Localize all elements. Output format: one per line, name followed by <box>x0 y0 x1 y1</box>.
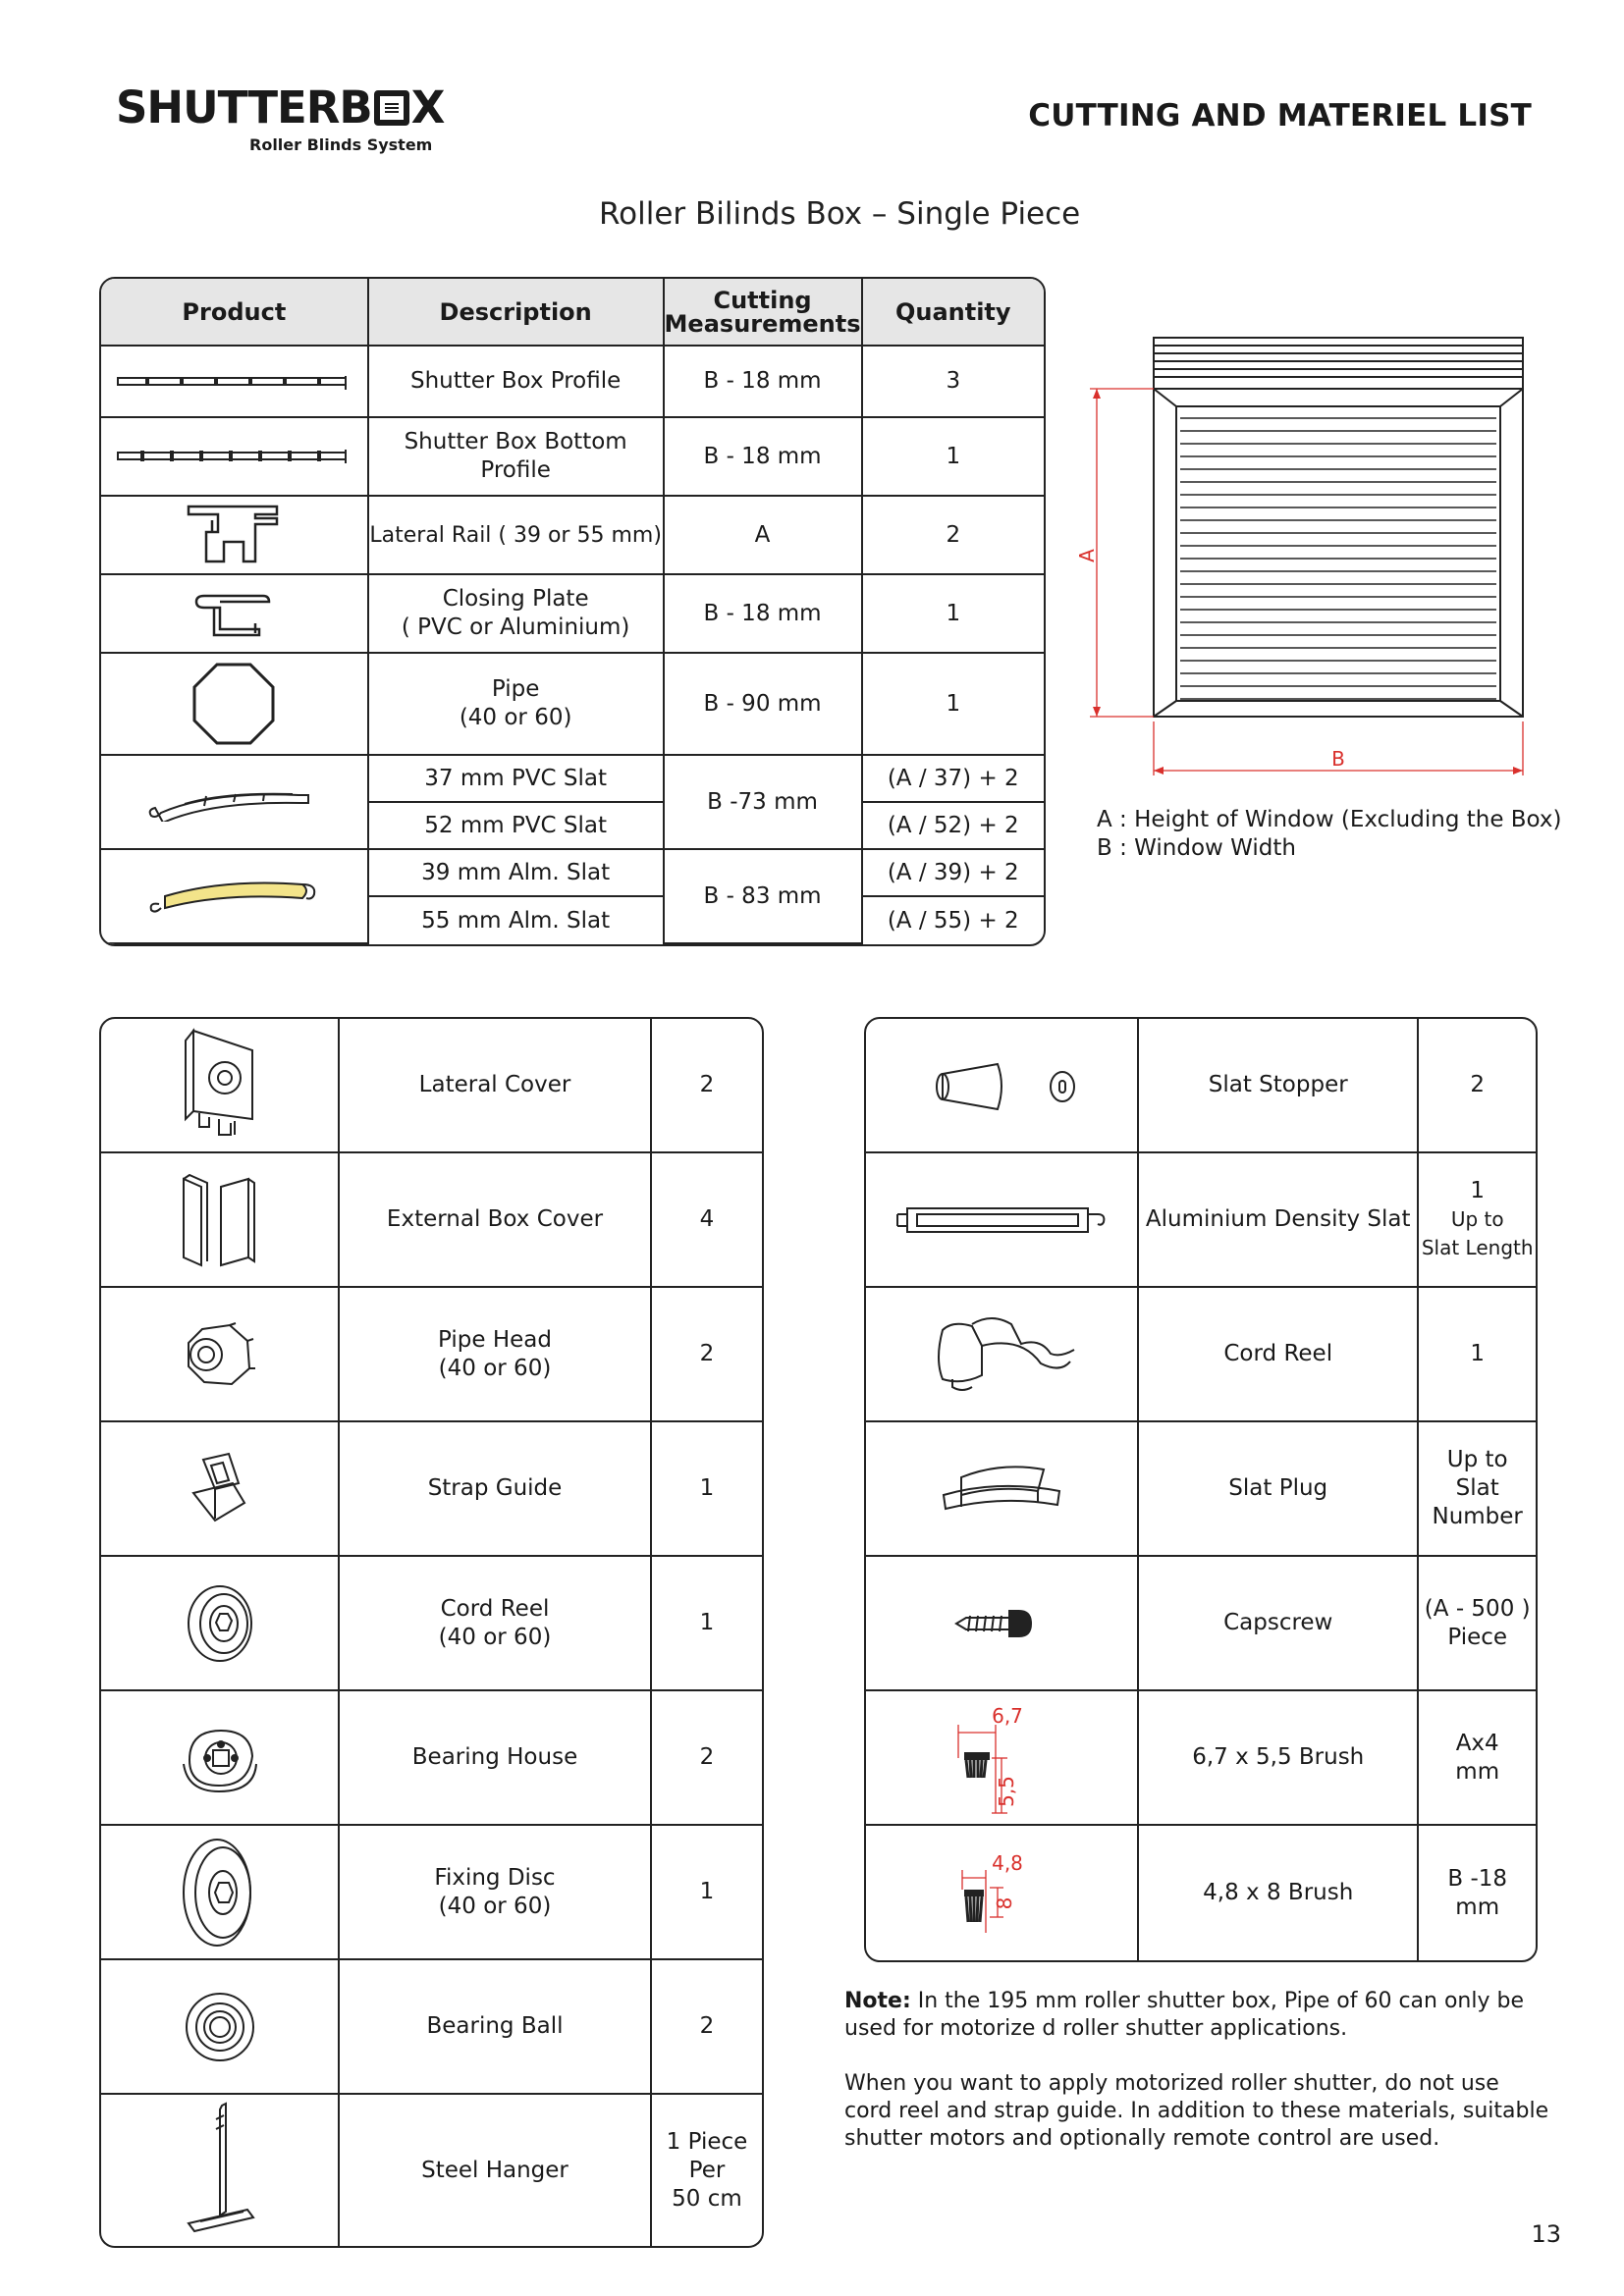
accessories-table-left <box>99 1017 764 2248</box>
table-row <box>101 850 1044 897</box>
capscrew-icon <box>866 1557 1139 1691</box>
shutter-box-bottom-profile-icon <box>101 418 369 497</box>
cord-reel-clip-icon <box>866 1288 1139 1422</box>
brush-48-width-label: 4,8 <box>992 1850 1023 1875</box>
table-row <box>101 575 1044 654</box>
page-heading: CUTTING AND MATERIEL LIST <box>1028 98 1532 133</box>
item-qty-line1: 1 Piece <box>666 2128 748 2155</box>
item-qty-line2: Up to <box>1450 1207 1504 1231</box>
header-cutting-line1: Cutting <box>713 286 812 314</box>
item-name-line2: (40 or 60) <box>438 1624 552 1650</box>
item-qty-line1: B -18 <box>1447 1865 1508 1892</box>
item-qty <box>1419 1691 1536 1826</box>
item-qty: 1 <box>1419 1288 1536 1422</box>
item-name-line1: Fixing Disc <box>434 1864 556 1891</box>
header-product: Product <box>101 279 369 347</box>
table-row <box>866 1691 1536 1826</box>
table-row <box>101 347 1044 418</box>
item-name-line1: Cord Reel <box>440 1595 550 1622</box>
item-qty: 2 <box>1419 1019 1536 1153</box>
item-name: Bearing Ball <box>340 1960 652 2095</box>
table-row <box>101 418 1044 497</box>
diagram-legend <box>1097 806 1562 863</box>
closing-plate-icon <box>101 575 369 654</box>
item-qty <box>1419 1422 1536 1557</box>
table-row <box>101 1422 762 1557</box>
shutter-box-profile-icon <box>101 347 369 418</box>
lateral-cover-icon <box>101 1019 340 1153</box>
window-dimension-diagram <box>1070 324 1561 785</box>
note-text-1: In the 195 mm roller shutter box, Pipe of 60 can only be used for motorize d roller shutter applications. <box>844 1989 1524 2041</box>
row-cut: A <box>665 497 863 575</box>
dimension-label-b: B <box>1331 747 1345 771</box>
brush-48-icon <box>866 1826 1139 1960</box>
pvc-slat-37-desc: 37 mm PVC Slat <box>369 756 665 803</box>
item-qty-line1: (A - 500 ) <box>1424 1595 1531 1622</box>
table-row <box>101 1019 762 1153</box>
alm-slat-cut: B - 83 mm <box>665 850 863 944</box>
pipe-head-icon <box>101 1288 340 1422</box>
bearing-house-icon <box>101 1691 340 1826</box>
brush-67-icon <box>866 1691 1139 1826</box>
item-qty: 1 <box>652 1422 762 1557</box>
table-row <box>101 2095 762 2246</box>
item-qty: 4 <box>652 1153 762 1288</box>
aluminium-slat-icon <box>101 850 369 944</box>
row-description: Lateral Rail ( 39 or 55 mm) <box>369 497 665 575</box>
item-name <box>340 1557 652 1691</box>
table-row <box>101 1691 762 1826</box>
logo-text-start: SHUTTERB <box>116 81 372 133</box>
accessories-table-right <box>864 1017 1538 1962</box>
item-name: Capscrew <box>1139 1557 1419 1691</box>
row-qty: 2 <box>863 497 1044 575</box>
page-number: 13 <box>1531 2220 1561 2248</box>
brush-67-width-label: 6,7 <box>992 1703 1023 1728</box>
logo-box-icon <box>374 90 409 126</box>
note-paragraph-2: When you want to apply motorized roller shutter, do not use cord reel and strap guide. In addition to these materials, suitable shutter motors and optionally remote control are used. <box>844 2071 1549 2151</box>
item-qty: 1 <box>652 1826 762 1960</box>
alm-slat-39-desc: 39 mm Alm. Slat <box>369 850 665 897</box>
item-name: Bearing House <box>340 1691 652 1826</box>
dimension-label-a: A <box>1075 549 1099 562</box>
item-qty-line2: Slat <box>1455 1475 1499 1501</box>
header-description: Description <box>369 279 665 347</box>
row-cut: B - 18 mm <box>665 575 863 654</box>
item-qty <box>652 2095 762 2246</box>
row-description-line2: (40 or 60) <box>459 705 572 730</box>
row-description-line2: ( PVC or Aluminium) <box>401 614 630 640</box>
item-name: Aluminium Density Slat <box>1139 1153 1419 1288</box>
row-qty: 1 <box>863 654 1044 756</box>
item-name-line2: (40 or 60) <box>438 1355 552 1381</box>
table-row <box>101 756 1044 803</box>
row-cut: B - 18 mm <box>665 347 863 418</box>
item-name <box>340 1826 652 1960</box>
item-name: Strap Guide <box>340 1422 652 1557</box>
header-cutting <box>665 279 863 347</box>
pvc-slat-37-qty: (A / 37) + 2 <box>863 756 1044 803</box>
fixing-disc-icon <box>101 1826 340 1960</box>
pvc-slat-52-qty: (A / 52) + 2 <box>863 803 1044 850</box>
item-name-line1: Pipe Head <box>438 1326 552 1353</box>
item-name: Cord Reel <box>1139 1288 1419 1422</box>
strap-guide-icon <box>101 1422 340 1557</box>
table-row <box>101 1288 762 1422</box>
item-qty: 1 <box>652 1557 762 1691</box>
item-name: Slat Stopper <box>1139 1019 1419 1153</box>
table-row <box>101 497 1044 575</box>
table-row <box>866 1288 1536 1422</box>
slat-stopper-icon <box>866 1019 1139 1153</box>
item-qty-line1: Up to <box>1446 1447 1508 1472</box>
item-qty-line2: mm <box>1455 1894 1500 1920</box>
pvc-slat-icon <box>101 756 369 850</box>
brush-48-height-label: 8 <box>993 1896 1017 1909</box>
item-name: Steel Hanger <box>340 2095 652 2246</box>
item-name: 6,7 x 5,5 Brush <box>1139 1691 1419 1826</box>
alm-slat-39-qty: (A / 39) + 2 <box>863 850 1044 897</box>
item-qty <box>1419 1557 1536 1691</box>
item-qty-line3: 50 cm <box>672 2185 742 2212</box>
table-row <box>101 1557 762 1691</box>
item-name: External Box Cover <box>340 1153 652 1288</box>
item-qty: 2 <box>652 1288 762 1422</box>
brand-logo <box>116 81 445 154</box>
item-name: Slat Plug <box>1139 1422 1419 1557</box>
item-qty-line1: 1 <box>1470 1178 1486 1203</box>
row-cut: B - 18 mm <box>665 418 863 497</box>
item-qty: 2 <box>652 1691 762 1826</box>
item-qty-line2: Per <box>688 2157 726 2183</box>
alm-slat-55-qty: (A / 55) + 2 <box>887 907 1019 934</box>
brush-67-height-label: 5,5 <box>995 1775 1019 1807</box>
alm-slat-55-desc: 55 mm Alm. Slat <box>369 897 665 944</box>
table-row <box>101 1960 762 2095</box>
legend-width: B : Window Width <box>1097 835 1296 861</box>
table-row <box>101 654 1044 756</box>
logo-text-end: X <box>410 81 445 133</box>
table-row <box>866 1422 1536 1557</box>
table-row <box>866 1826 1536 1960</box>
table-row <box>101 1826 762 1960</box>
section-title: Roller Bilinds Box – Single Piece <box>599 196 1081 232</box>
item-qty-line2: mm <box>1455 1758 1500 1785</box>
header-cutting-line2: Measurements <box>664 309 861 338</box>
table-header-row <box>101 279 1044 347</box>
table-row <box>866 1153 1536 1288</box>
row-qty: 1 <box>863 418 1044 497</box>
item-qty: 2 <box>652 1960 762 2095</box>
item-qty-line1: Ax4 <box>1455 1730 1499 1756</box>
legend-height: A : Height of Window (Excluding the Box) <box>1097 807 1562 832</box>
item-qty-line3: Number <box>1432 1504 1523 1529</box>
row-description: Shutter Box Bottom Profile <box>369 418 665 497</box>
item-qty: 2 <box>652 1019 762 1153</box>
table-row <box>866 1557 1536 1691</box>
lateral-rail-icon <box>101 497 369 575</box>
row-description-line1: Pipe <box>491 676 540 702</box>
bearing-ball-icon <box>101 1960 340 2095</box>
logo-wordmark <box>116 81 445 133</box>
table-row <box>866 1019 1536 1153</box>
aluminium-density-slat-icon <box>866 1153 1139 1288</box>
note-label: Note: <box>844 1989 911 2013</box>
external-box-cover-icon <box>101 1153 340 1288</box>
row-description-line1: Closing Plate <box>442 586 589 612</box>
cutting-table <box>99 277 1046 946</box>
item-name <box>340 1288 652 1422</box>
item-name: Lateral Cover <box>340 1019 652 1153</box>
row-description <box>369 575 665 654</box>
cord-reel-disc-icon <box>101 1557 340 1691</box>
note-paragraph-1 <box>844 1988 1551 2043</box>
row-description <box>369 654 665 756</box>
pvc-slat-52-desc: 52 mm PVC Slat <box>369 803 665 850</box>
header-quantity: Quantity <box>863 279 1044 347</box>
steel-hanger-icon <box>101 2095 340 2246</box>
logo-tagline: Roller Blinds System <box>249 135 433 154</box>
row-cut: B - 90 mm <box>665 654 863 756</box>
item-qty <box>1419 1153 1536 1288</box>
row-qty: 1 <box>863 575 1044 654</box>
row-qty: 3 <box>863 347 1044 418</box>
slat-plug-icon <box>866 1422 1139 1557</box>
pvc-slat-cut: B -73 mm <box>665 756 863 850</box>
item-name-line2: (40 or 60) <box>438 1893 552 1919</box>
table-row <box>101 1153 762 1288</box>
row-description: Shutter Box Profile <box>369 347 665 418</box>
item-qty-line2: Piece <box>1447 1624 1508 1650</box>
item-qty <box>1419 1826 1536 1960</box>
item-name: 4,8 x 8 Brush <box>1139 1826 1419 1960</box>
octagonal-pipe-icon <box>101 654 369 756</box>
notes-block <box>844 1988 1551 2180</box>
item-qty-line3: Slat Length <box>1421 1236 1534 1259</box>
